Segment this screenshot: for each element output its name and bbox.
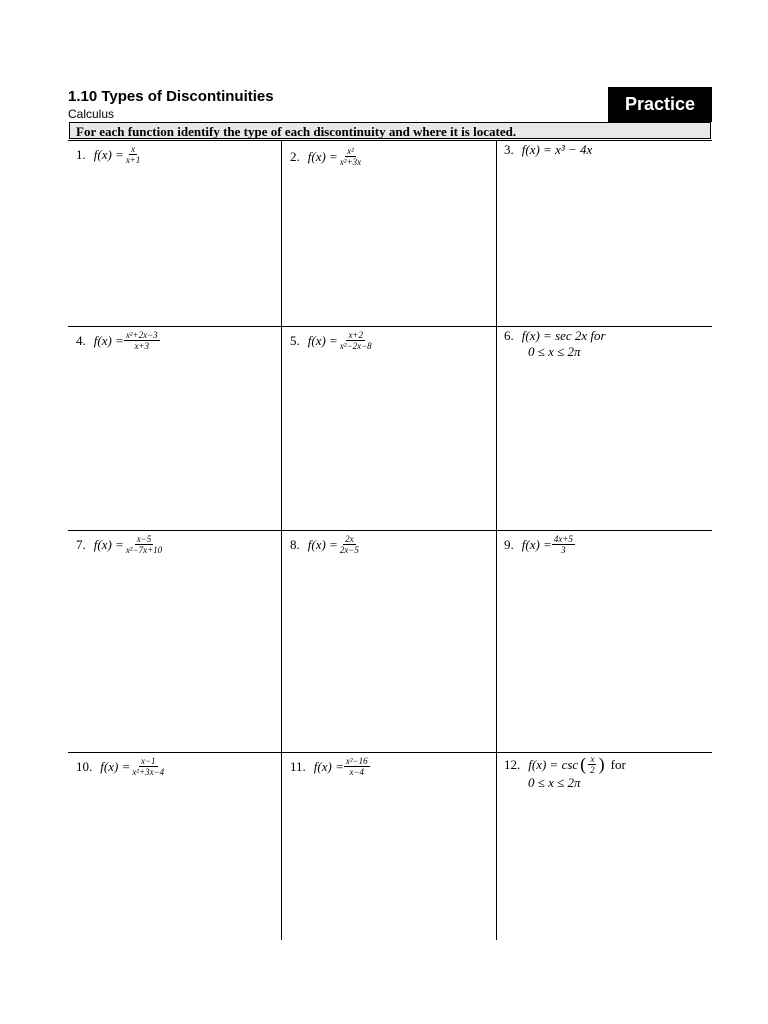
grid-divider [68,326,712,327]
fraction: $\frac{\text{x²}}{\text{x²+3x}}$ [339,146,362,167]
problem-9: 9. f(x) = $\frac{4x+5}{3}$ [504,534,573,555]
problem-7: 7. f(x) = $\frac{x-5}{\text{x²−7x+10}}$ [76,534,163,555]
problem-5: 5. f(x) = $\frac{x+2}{\text{x²−2x−8}}$ [290,330,372,351]
left-paren-icon: ( [580,754,587,774]
problem-11: 11. f(x) = $\frac{\text{x²−16}}{x-4}$ [290,756,368,777]
right-paren-icon: ) [598,754,605,774]
grid-divider [68,752,712,753]
problem-4: 4. f(x) = $\frac{\text{x²+2x−3}}{x+3}$ [76,330,158,351]
fraction: $\frac{x}{2}$ [590,754,595,775]
problem-grid [68,140,712,940]
grid-divider [68,530,712,531]
fraction: $\frac{x-5}{\text{x²−7x+10}}$ [125,534,163,555]
problem-12: 12. f(x) = csc ( $\frac{x}{2}$ ) for 0 ≤ x ≤ 2π [504,754,626,790]
grid-divider [281,140,282,940]
fraction: $\frac{x+2}{\text{x²−2x−8}}$ [339,330,372,351]
grid-divider [496,140,497,940]
problem-6: 6. f(x) = sec 2x for 0 ≤ x ≤ 2π [504,328,606,359]
fraction: $\frac{4x+5}{3}$ [553,534,573,555]
page-title: 1.10 Types of Discontinuities [68,88,274,105]
problem-10: 10. f(x) = $\frac{x-1}{\text{x²+3x−4}}$ [76,756,165,777]
problem-8: 8. f(x) = $\frac{2x}{2x-5}$ [290,534,359,555]
practice-badge: Practice [608,87,712,122]
problem-3: 3. f(x) = x³ − 4x [504,142,593,157]
fraction: $\frac{x-1}{\text{x²+3x−4}}$ [132,756,165,777]
course-subtitle: Calculus [68,107,115,121]
problem-2: 2. f(x) = $\frac{\text{x²}}{\text{x²+3x}}$ [290,146,362,167]
grid-divider [68,140,712,141]
fraction: $\frac{2x}{2x-5}$ [339,534,359,555]
instructions-bar: For each function identify the type of each discontinuity and where it is located. [69,122,711,139]
fraction: $\frac{\text{x²+2x−3}}{x+3}$ [125,330,158,351]
fraction: $\frac{\text{x²−16}}{x-4}$ [345,756,368,777]
problem-1: 1. f(x) = $\frac{x}{x+1}$ [76,144,141,165]
fraction: $\frac{x}{x+1}$ [125,144,141,165]
